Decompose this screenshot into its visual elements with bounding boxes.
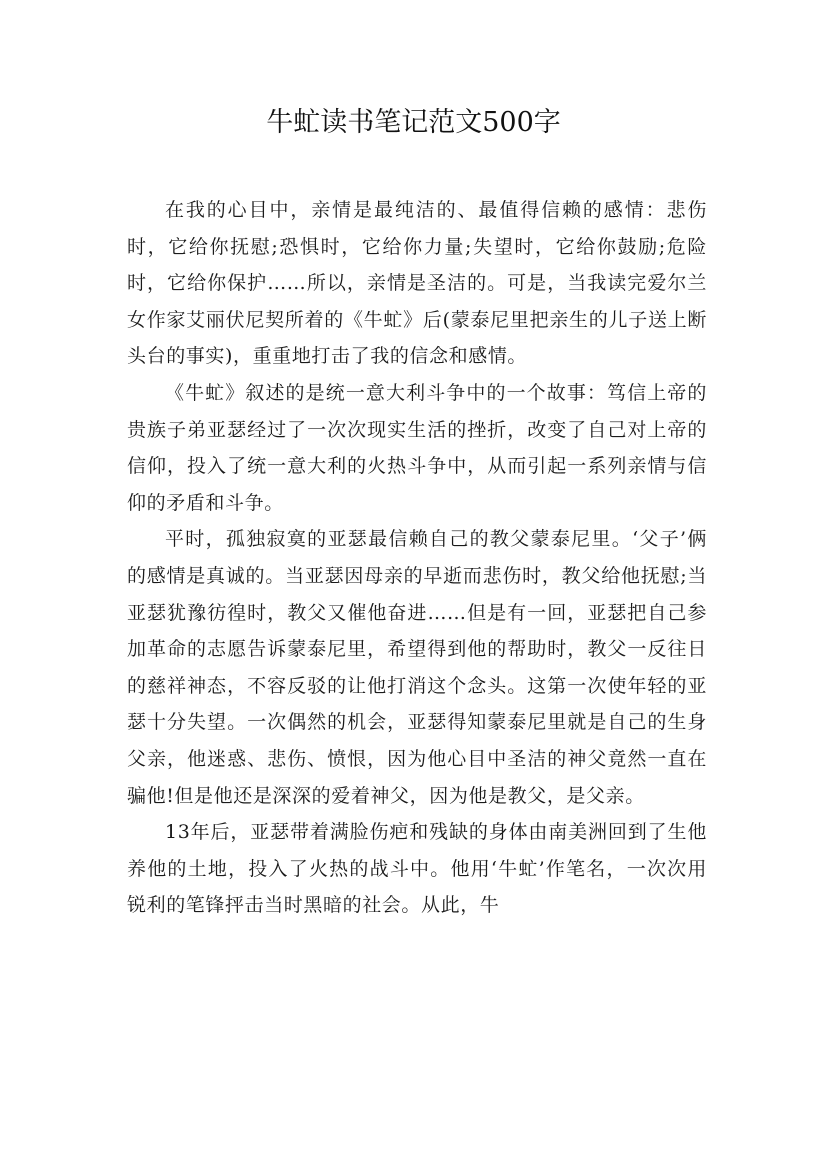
paragraph-3: 平时，孤独寂寞的亚瑟最信赖自己的教父蒙泰尼里。‘父子’俩的感情是真诚的。当亚瑟因母亲的早逝而悲伤时，教父给他抚慰;当亚瑟犹豫彷徨时，教父又催他奋进……但是有一回，亚瑟把自己参加革命的志愿告诉蒙泰尼里，希望得到他的帮助时，教父一反往日的慈祥神态，不容反驳的让他打消这个念头。这第一次使年轻的亚瑟十分失望。一次偶然的机会，亚瑟得知蒙泰尼里就是自己的生身父亲，他迷惑、悲伤、愤恨，因为他心目中圣洁的神父竟然一直在骗他!但是他还是深深的爱着神父，因为他是教父，是父亲。	[127, 528, 707, 807]
paragraph-4: 13年后，亚瑟带着满脸伤疤和残缺的身体由南美洲回到了生他养他的土地，投入了火热的战斗中。他用‘牛虻’作笔名，一次次用锐利的笔锋抨击当时黑暗的社会。从此，牛	[127, 821, 707, 917]
paragraph-1: 在我的心目中，亲情是最纯洁的、最值得信赖的感情：悲伤时，它给你抚慰;恐惧时，它给你力量;失望时，它给你鼓励;危险时，它给你保护……所以，亲情是圣洁的。可是，当我读完爱尔兰女作家艾丽伏尼契所着的《牛虻》后(蒙泰尼里把亲生的儿子送上断头台的事实)，重重地打击了我的信念和感情。	[127, 199, 707, 368]
document-body	[127, 192, 707, 924]
paragraph-2: 《牛虻》叙述的是统一意大利斗争中的一个故事：笃信上帝的贵族子弟亚瑟经过了一次次现实生活的挫折，改变了自己对上帝的信仰，投入了统一意大利的火热斗争中，从而引起一系列亲情与信仰的矛盾和斗争。	[127, 381, 707, 514]
document-title: 牛虻读书笔记范文500字	[266, 107, 561, 138]
